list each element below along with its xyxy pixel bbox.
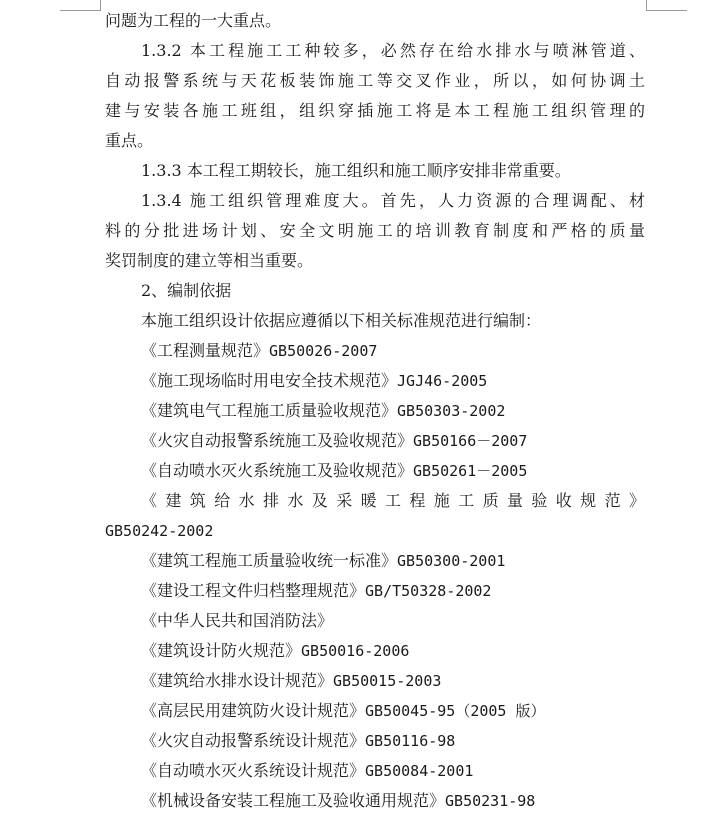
reference-item [105, 606, 645, 636]
reference-title: 《中华人民共和国消防法》 [141, 611, 334, 630]
paragraph-line: 1.3.3 本工程工期较长，施工组织和施工顺序安排非常重要。 [141, 161, 571, 180]
reference-code: GB50300-2001 [397, 552, 506, 570]
paragraph-line: 建与安装各施工班组，组织穿插施工将是本工程施工组织管理的 [105, 101, 645, 120]
reference-code: GB50261－2005 [413, 462, 528, 480]
reference-item [105, 546, 645, 576]
reference-code: GB50231-98 [445, 792, 536, 810]
reference-item [105, 396, 645, 426]
reference-title: 《火灾自动报警系统设计规范》 [141, 731, 366, 750]
reference-code: GB50116-98 [365, 732, 456, 750]
reference-title: 《建筑工程施工质量验收统一标准》 [141, 551, 398, 570]
reference-title: 《建设工程文件归档整理规范》 [141, 581, 366, 600]
reference-title: 《建筑设计防火规范》 [141, 641, 302, 660]
page-corner-mark-left [60, 0, 101, 11]
reference-title: 《自动喷水灭火系统设计规范》 [141, 761, 366, 780]
reference-code: GB50015-2003 [333, 672, 442, 690]
reference-title: 《建筑给水排水设计规范》 [141, 671, 334, 690]
reference-code: JGJ46-2005 [397, 372, 488, 390]
paragraph-line: 1.3.4 施工组织管理难度大。首先，人力资源的合理调配、材 [141, 191, 645, 210]
paragraph-line: 自动报警系统与天花板装饰施工等交叉作业，所以，如何协调土 [105, 71, 645, 90]
reference-item [105, 726, 645, 756]
reference-code: GB/T50328-2002 [365, 582, 492, 600]
reference-code: GB50084-2001 [365, 762, 474, 780]
section-intro: 本施工组织设计依据应遵循以下相关标准规范进行编制： [141, 311, 542, 330]
reference-title: 《建筑电气工程施工质量验收规范》 [141, 401, 398, 420]
reference-title: 《火灾自动报警系统施工及验收规范》 [141, 431, 414, 450]
reference-item [105, 426, 645, 456]
reference-item [105, 336, 645, 366]
reference-title: 《自动喷水灭火系统施工及验收规范》 [141, 461, 414, 480]
paragraph-line: 1.3.2 本工程施工工种较多，必然存在给水排水与喷淋管道、 [141, 41, 645, 60]
page-corner-mark-right [646, 0, 687, 11]
reference-code: GB50016-2006 [301, 642, 410, 660]
reference-title: 《机械设备安装工程施工及验收通用规范》 [141, 791, 446, 810]
reference-code: GB50166－2007 [413, 432, 528, 450]
reference-item [105, 696, 645, 726]
reference-item [105, 666, 645, 696]
section-heading: 2、编制依据 [141, 281, 232, 300]
reference-item [105, 756, 645, 786]
reference-item [105, 636, 645, 666]
reference-title: 《工程测量规范》 [141, 341, 270, 360]
paragraph-line: 问题为工程的一大重点。 [105, 11, 282, 30]
reference-title: 《施工现场临时用电安全技术规范》 [141, 371, 398, 390]
reference-code: GB50026-2007 [269, 342, 378, 360]
paragraph-line: 奖罚制度的建立等相当重要。 [105, 251, 314, 270]
reference-title: 《高层民用建筑防火设计规范》 [141, 701, 366, 720]
document-body [105, 6, 645, 816]
paragraph-line: 料的分批进场计划、安全文明施工的培训教育制度和严格的质量 [105, 221, 645, 240]
reference-item-wrapped-code: GB50242-2002 [105, 522, 214, 540]
reference-item [105, 366, 645, 396]
reference-item [105, 786, 645, 816]
paragraph-line: 重点。 [105, 131, 154, 150]
reference-item [105, 456, 645, 486]
reference-code: GB50045-95（2005 版） [365, 702, 546, 720]
reference-item [105, 576, 645, 606]
reference-item-wrapped-title: 《建筑给水排水及采暖工程施工质量验收规范》 [141, 491, 645, 510]
reference-code: GB50303-2002 [397, 402, 506, 420]
